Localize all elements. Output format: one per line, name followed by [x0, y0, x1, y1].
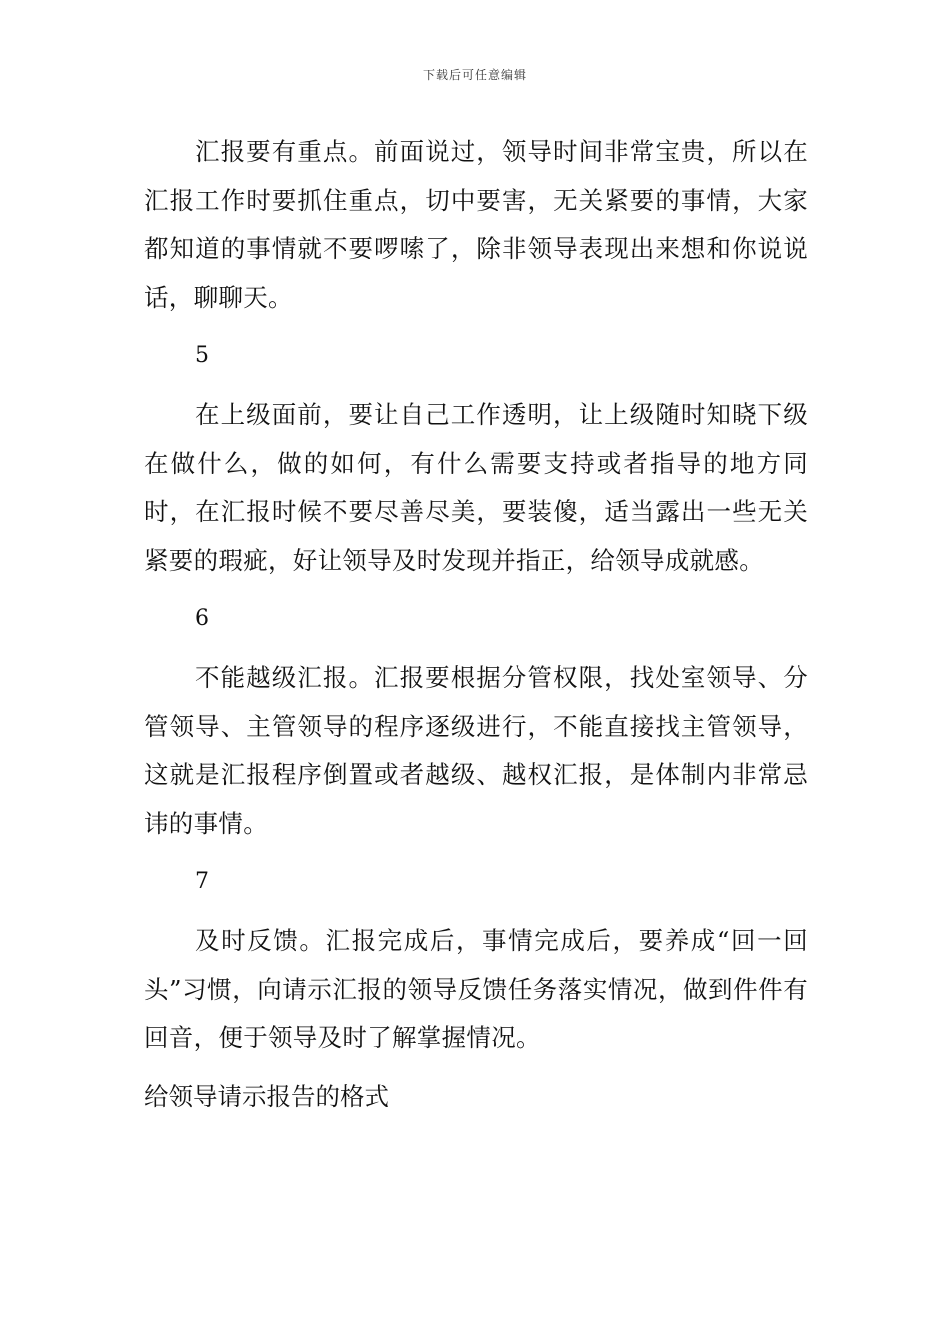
page-header: 下载后可任意编辑 — [422, 68, 527, 82]
item-number-7: 7 — [195, 869, 209, 895]
paragraph-no-skip-level: 不能越级汇报。汇报要根据分管权限，找处室领导、分管领导、主管领导的程序逐级进行，不能直接找主管领导，这就是汇报程序倒置或者越级、越权汇报，是体制内非常忌讳的事情。 — [144, 662, 808, 838]
document-body — [144, 128, 808, 1121]
paragraph-report-focus: 汇报要有重点。前面说过，领导时间非常宝贵，所以在汇报工作时要抓住重点，切中要害，无关紧要的事情，大家都知道的事情就不要啰嗦了，除非领导表现出来想和你说说话，聊聊天。 — [144, 137, 808, 312]
item-number-6: 6 — [195, 606, 209, 632]
section-heading: 给领导请示报告的格式 — [144, 1081, 389, 1111]
paragraph-work-transparency: 在上级面前，要让自己工作透明，让上级随时知晓下级在做什么，做的如何，有什么需要支持或者指导的地方同时，在汇报时候不要尽善尽美，要装傻，适当露出一些无关紧要的瑕疵，好让领导及时发现并指正，给领导成就感。 — [144, 399, 808, 575]
item-number-5: 5 — [195, 343, 209, 369]
paragraph-timely-feedback: 及时反馈。汇报完成后，事情完成后，要养成“回一回头”习惯，向请示汇报的领导反馈任务落实情况，做到件件有回音，便于领导及时了解掌握情况。 — [144, 925, 808, 1053]
